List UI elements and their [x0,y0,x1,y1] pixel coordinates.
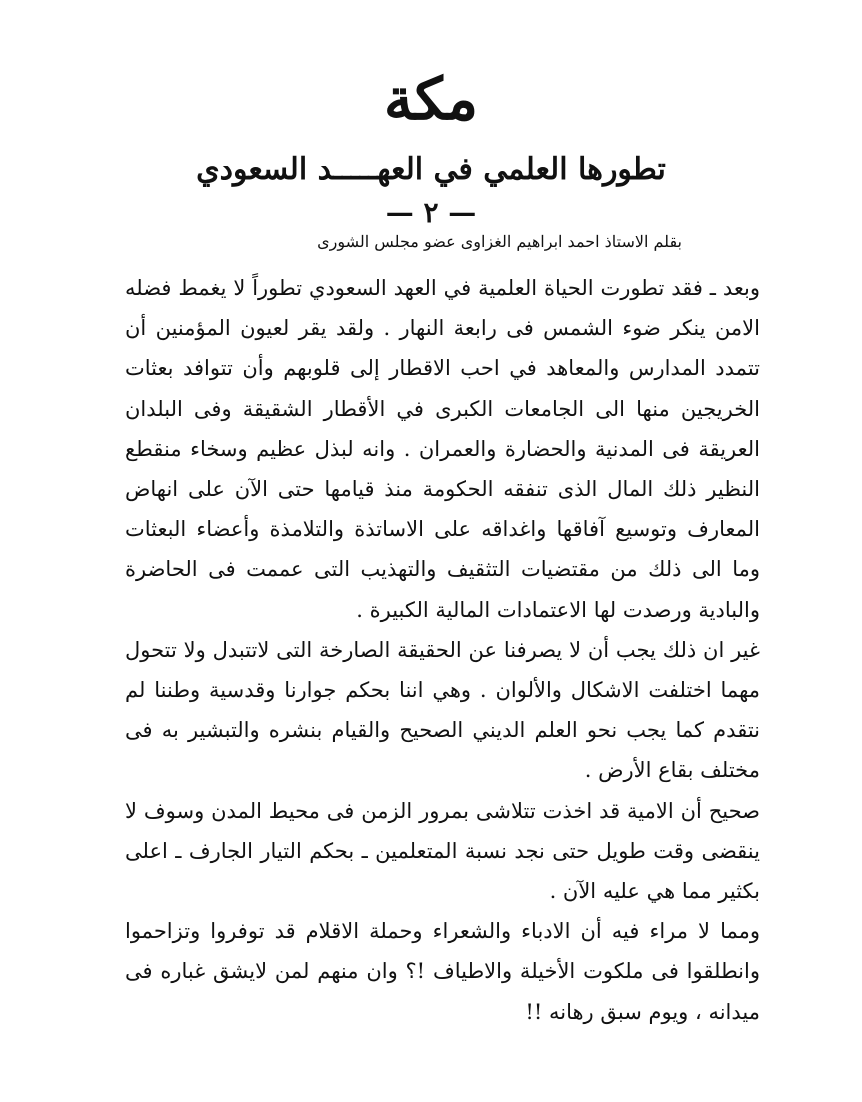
masthead-title: مكة [383,65,479,133]
paragraph: صحيح أن الامية قد اخذت تتلاشى بمرور الزمن فى محيط المدن وسوف لا ينقضى وقت طويل حتى نجد نسبة المتعلمين ـ بحكم التيار الجارف ـ اعلى بكثير مما هي عليه الآن . [125,798,760,904]
paragraph: ومما لا مراء فيه أن الادباء والشعراء وحملة الاقلام قد توفروا وتزاحموا وانطلقوا فى ملكوت الأخيلة والاطياف !؟ وان منهم لمن لايشق غباره فى ميدانه ، ويوم سبق رهانه !! [125,919,760,1024]
article-headline: تطورها العلمي في العهـــــد السعودي [196,152,666,187]
paragraph: وبعد ـ فقد تطورت الحياة العلمية في العهد السعودي تطوراً لا يغمط فضله الامن ينكر ضوء الشمس فى رابعة النهار . ولقد يقر لعيون المؤمنين أن تتمدد المدارس والمعاهد في احب الاقطار إلى قلوبهم وأن تتوافد بعثات الخريجين منها الى الجامعات الكبرى في الأقطار الشقيقة وفى البلدان العريقة فى المدنية والحضارة والعمران . وانه لبذل عظيم وسخاء منقطع النظير ذلك المال الذى تنفقه الحكومة منذ قيامها حتى الآن على انهاض المعارف وتوسيع آفاقها واغداقه على الاساتذة والتلامذة وأعضاء البعثات وما الى ذلك من مقتضيات التثقيف والتهذيب التى عممت فى الحاضرة والبادية ورصدت لها الاعتمادات المالية الكبيرة . [125,276,760,622]
author-byline: بقلم الاستاذ احمد ابراهيم الغزاوى عضو مجلس الشورى [317,232,682,251]
part-number: — ٢ — [385,196,477,229]
paragraph: غير ان ذلك يجب أن لا يصرفنا عن الحقيقة الصارخة التى لاتتبدل ولا تتحول مهما اختلفت الاشكال والألوان . وهي اننا بحكم جوارنا وقدسية وطننا لم نتقدم كما يجب نحو العلم الديني الصحيح والقيام بنشره والتبشير به فى مختلف بقاع الأرض . [125,637,760,783]
article-body [125,268,760,1032]
